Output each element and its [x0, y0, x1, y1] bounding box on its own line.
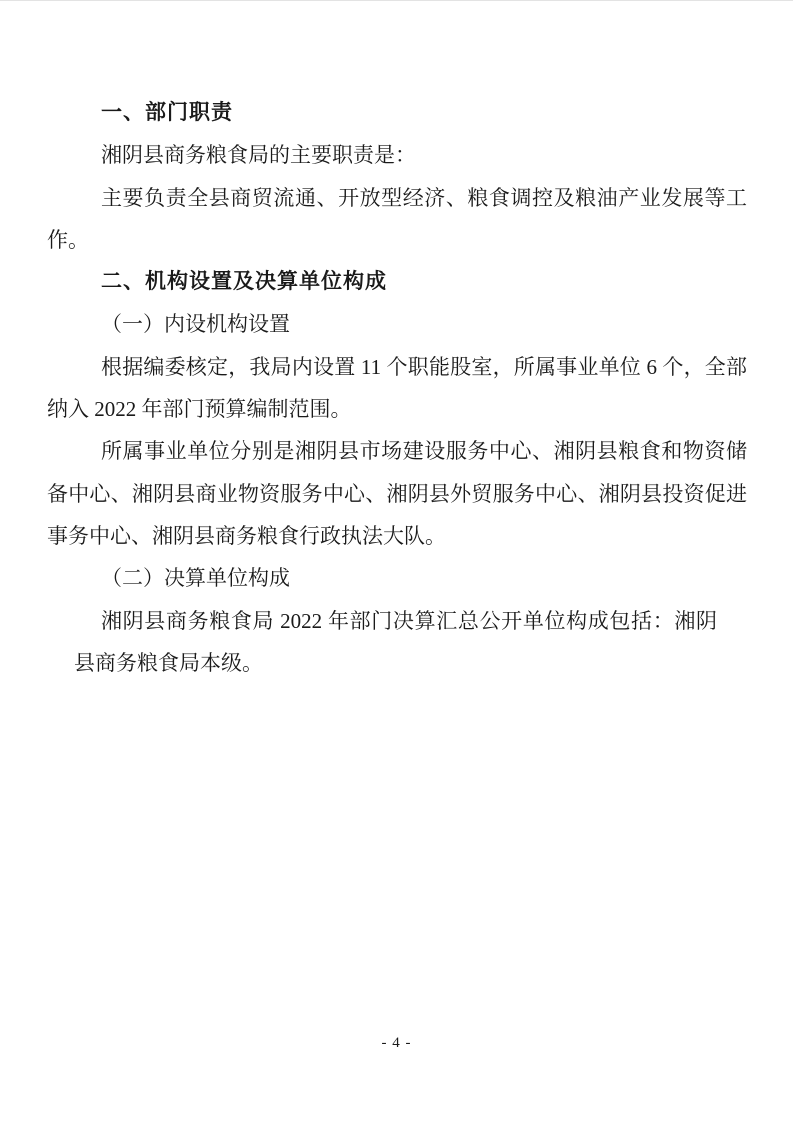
para-duties-body: 主要负责全县商贸流通、开放型经济、粮食调控及粮油产业发展等工作。	[47, 185, 747, 252]
para-subordinate-units: 所属事业单位分别是湘阴县市场建设服务中心、湘阴县粮食和物资储备中心、湘阴县商业物资服务中心、湘阴县外贸服务中心、湘阴县投资促进事务中心、湘阴县商务粮食行政执法大队。	[47, 439, 747, 548]
heading-section-2: 二、机构设置及决算单位构成	[101, 270, 387, 294]
para-final-accounts-composition: 湘阴县商务粮食局 2022 年部门决算汇总公开单位构成包括：湘阴县商务粮食局本级。	[74, 608, 717, 675]
heading-section-1: 一、部门职责	[101, 101, 233, 124]
para-duties-intro: 湘阴县商务粮食局的主要职责是：	[101, 143, 416, 168]
subheading-internal-org-setup: （一）内设机构设置	[101, 312, 290, 337]
page-number: - 4 -	[381, 1035, 412, 1051]
para-internal-org-details: 根据编委核定，我局内设置 11 个职能股室，所属事业单位 6 个，全部纳入 2022 年部门预算编制范围。	[47, 354, 747, 422]
document-body	[0, 1, 793, 684]
subheading-final-accounts-units: （二）决算单位构成	[101, 566, 290, 591]
